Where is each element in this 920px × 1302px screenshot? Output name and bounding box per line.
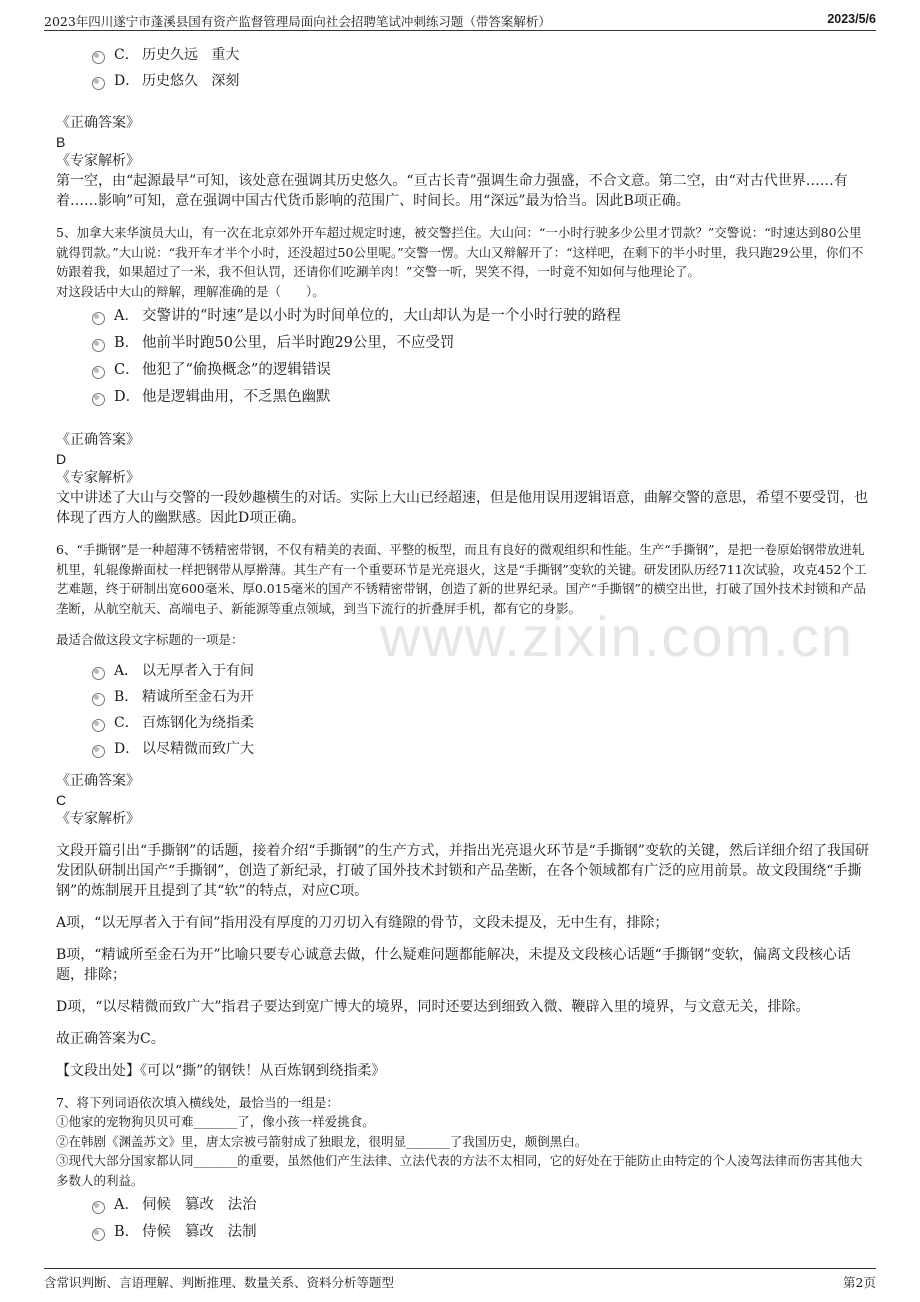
option-a[interactable]: A． 交警讲的“时速”是以小时为时间单位的，大山却认为是一个小时行驶的路程 bbox=[56, 305, 870, 332]
radio-icon[interactable] bbox=[92, 693, 105, 706]
radio-icon[interactable] bbox=[92, 312, 105, 325]
option-b[interactable]: B． 他前半时跑50公里，后半时跑29公里，不应受罚 bbox=[56, 332, 870, 359]
option-d[interactable]: D． 历史悠久 深刻 bbox=[56, 70, 870, 96]
question-stem: 6、“手撕钢”是一种超薄不锈精密带钢，不仅有精美的表面、平整的板型，而且有良好的微观组织和性能。生产“手撕钢”，是把一卷原始钢带放进轧机里，轧辊像擀面杖一样把钢带从厚擀薄。其生产有一个重要环节是光亮退火，这是“手撕钢”变软的关键。研发团队历经711次试验，攻克452个工艺难题，终于研制出宽600毫米、厚0.015毫米的国产不锈精密带钢，创造了新的世界纪录。国产“手撕钢”的横空出世，打破了国外技术封锁和产品垄断，从航空航天、高端电子、新能源等重点领域，到当下流行的折叠屏手机，都有它的身影。 bbox=[56, 542, 867, 616]
option-b[interactable]: B． 侍候 篡改 法制 bbox=[56, 1221, 870, 1248]
footer-text: 含常识判断、言语理解、判断推理、数量关系、资料分析等题型 bbox=[44, 1275, 395, 1290]
expert-label: 《专家解析》 bbox=[56, 153, 140, 169]
header-date: 2023/5/6 bbox=[827, 12, 876, 26]
question-item: ③现代大部分国家都认同_______的重要，虽然他们产生法律、立法代表的方法不太相同，它的好处在于能防止由特定的个人凌驾法律而伤害其他大多数人的利益。 bbox=[56, 1153, 863, 1188]
radio-icon[interactable] bbox=[92, 1228, 105, 1241]
option-a[interactable]: A． 以无厚者入于有间 bbox=[56, 660, 870, 686]
explanation-paragraph: 故正确答案为C。 bbox=[56, 1030, 165, 1047]
answer-value: B bbox=[56, 134, 66, 150]
radio-icon[interactable] bbox=[92, 745, 105, 758]
radio-icon[interactable] bbox=[92, 51, 105, 64]
page-number: 第2页 bbox=[843, 1275, 876, 1290]
question-stem: 7、将下列词语依次填入横线处，最恰当的一组是： bbox=[56, 1094, 339, 1110]
explanation-paragraph: B项，“精诚所至金石为开”比喻只要专心诚意去做，什么疑难问题都能解决，未提及文段核心话题“手撕钢”变软，偏离文段核心话题，排除； bbox=[56, 946, 851, 983]
watermark: www.zixin.com.cn bbox=[380, 605, 854, 668]
answer-value: D bbox=[56, 451, 67, 467]
document-title: 2023年四川遂宁市蓬溪县国有资产监督管理局面向社会招聘笔试冲刺练习题（带答案解析） bbox=[44, 14, 551, 29]
answer-value: C bbox=[56, 791, 67, 808]
answer-label: 《正确答案》 bbox=[56, 432, 140, 448]
radio-icon[interactable] bbox=[92, 339, 105, 352]
radio-icon[interactable] bbox=[92, 1201, 105, 1214]
option-c[interactable]: C． 百炼钢化为绕指柔 bbox=[56, 712, 870, 738]
explanation: 第一空，由“起源最早”可知，该处意在强调其历史悠久。“亘古长青”强调生命力强盛，不合文意。第二空，由“对古代世界……有着……影响”可知，意在强调中国古代货币影响的范围广、时间长。用“深远”最为恰当。因此B项正确。 bbox=[56, 173, 848, 209]
radio-icon[interactable] bbox=[92, 719, 105, 732]
option-a[interactable]: A． 伺候 篡改 法治 bbox=[56, 1194, 870, 1221]
radio-icon[interactable] bbox=[92, 667, 105, 680]
explanation: 文中讲述了大山与交警的一段妙趣横生的对话。实际上大山已经超速，但是他用误用逻辑语意，曲解交警的意思，希望不要受罚，也体现了西方人的幽默感。因此D项正确。 bbox=[56, 490, 868, 526]
answer-label: 《正确答案》 bbox=[56, 115, 140, 131]
source-citation: 【文段出处】《可以“撕”的钢铁！从百炼钢到绕指柔》 bbox=[56, 1062, 386, 1079]
explanation-paragraph: 文段开篇引出“手撕钢”的话题，接着介绍“手撕钢”的生产方式，并指出光亮退火环节是“手撕钢”变软的关键，然后详细介绍了我国研发团队研制出国产“手撕钢”，创造了新纪录，打破了国外技术封锁和产品垄断，在各个领域都有广泛的应用前景。故文段围绕“手撕钢”的炼制展开且提到了其“软”的特点，对应C项。 bbox=[56, 842, 869, 899]
page-content bbox=[56, 44, 870, 1248]
option-c[interactable]: C． 历史久远 重大 bbox=[56, 44, 870, 70]
page-header bbox=[44, 10, 876, 31]
question-stem: 5、加拿大来华演员大山，有一次在北京郊外开车超过规定时速，被交警拦住。大山问：“一小时行驶多少公里才罚款？”交警说：“时速达到80公里就得罚款。”大山说：“我开车才半个小时，还没超过50公里呢。”交警一愣。大山又辩解开了：“这样吧，在剩下的半小时里，我只跑29公里，你们不妨跟着我，如果超过了一米，我不但认罚，还请你们吃涮羊肉！”交警一听，哭笑不得，一时竟不知如何与他理论了。 bbox=[56, 225, 864, 279]
explanation-paragraph: D项，“以尽精微而致广大”指君子要达到宽广博大的境界，同时还要达到细致入微、鞭辟入里的境界，与文意无关，排除。 bbox=[56, 998, 810, 1015]
radio-icon[interactable] bbox=[92, 366, 105, 379]
expert-label: 《专家解析》 bbox=[56, 810, 140, 827]
answer-label: 《正确答案》 bbox=[56, 772, 140, 789]
radio-icon[interactable] bbox=[92, 77, 105, 90]
question-item: ①他家的宠物狗贝贝可难_______了，像小孩一样爱挑食。 bbox=[56, 1114, 375, 1129]
explanation-paragraph: A项，“以无厚者入于有间”指用没有厚度的刀刃切入有缝隙的骨节，文段未提及，无中生有，排除； bbox=[56, 914, 669, 931]
option-d[interactable]: D． 他是逻辑曲用，不乏黑色幽默 bbox=[56, 386, 870, 413]
option-b[interactable]: B． 精诚所至金石为开 bbox=[56, 686, 870, 712]
expert-label: 《专家解析》 bbox=[56, 470, 140, 486]
question-item: ②在韩剧《渊盖苏文》里，唐太宗被弓箭射成了独眼龙，很明显_______了我国历史，颇倒黑白。 bbox=[56, 1133, 588, 1149]
question-prompt: 最适合做这段文字标题的一项是： bbox=[56, 632, 244, 647]
page-footer bbox=[44, 1268, 876, 1291]
radio-icon[interactable] bbox=[92, 393, 105, 406]
question-prompt: 对这段话中大山的辩解，理解准确的是（ ）。 bbox=[56, 283, 325, 299]
option-c[interactable]: C． 他犯了“偷换概念”的逻辑错误 bbox=[56, 359, 870, 386]
option-d[interactable]: D． 以尽精微而致广大 bbox=[56, 738, 870, 764]
